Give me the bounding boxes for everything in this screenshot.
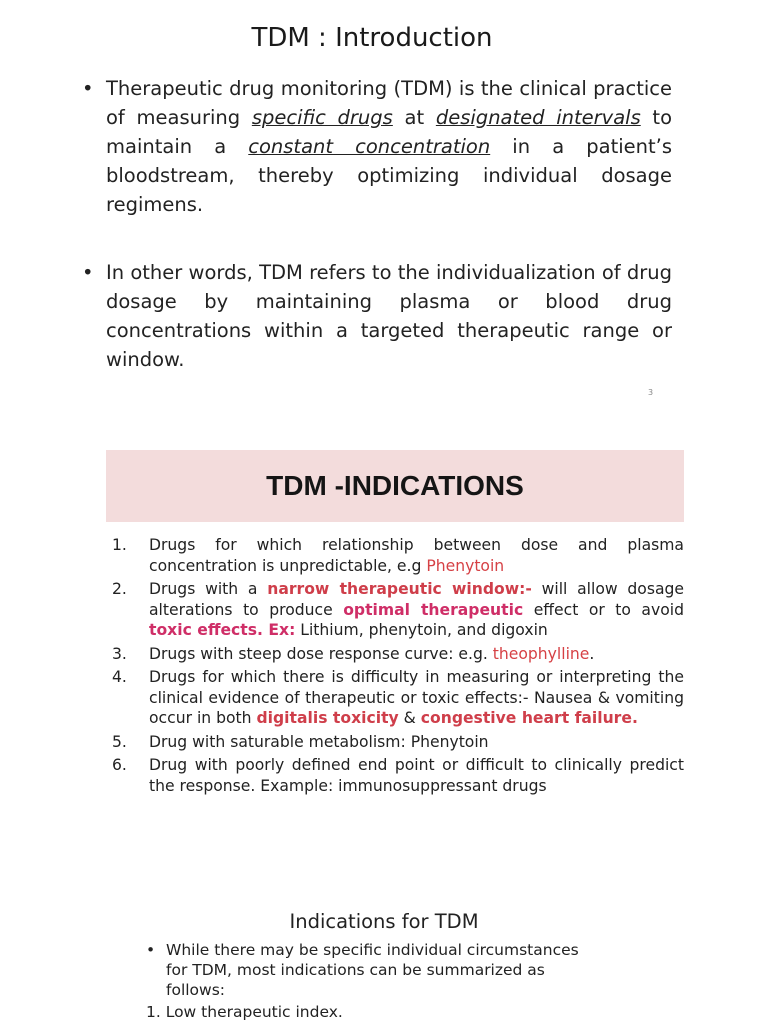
list-item <box>112 667 684 729</box>
text-run: & <box>398 709 421 727</box>
slide1-bullet-1 <box>82 74 672 219</box>
item-number: 3. <box>112 644 127 663</box>
slide3-numbered-item: 1. Low therapeutic index. <box>146 1003 343 1021</box>
emphasis-designated-intervals: designated intervals <box>435 106 641 129</box>
highlight-narrow-window: narrow therapeutic window:- <box>267 580 532 598</box>
slide3-bullet-text: While there may be specific individual circumstances for TDM, most indications can be summarized as follows: <box>166 941 579 999</box>
text-run: . <box>589 644 595 663</box>
slide1-bullet-2 <box>82 258 672 374</box>
text-run: will allow dosage alterations to produce <box>149 580 684 619</box>
text-run: Drug with poorly defined end point or difficult to clinically predict the response. Example: immunosuppressant drugs <box>149 756 684 795</box>
bullet-icon: • <box>82 261 94 284</box>
slide3-title: Indications for TDM <box>289 910 479 933</box>
highlight-theophylline: theophylline <box>492 644 590 663</box>
text-run: Drugs for which there is difficulty in measuring or interpreting the clinical evidence of therapeutic or toxic effects:- Nausea & vomiting occur in both <box>149 668 684 727</box>
list-item <box>112 755 684 796</box>
text-run: In other words, TDM refers to the individualization of drug dosage by maintaining plasma or blood drug concentrations within a targeted therapeutic range or window. <box>106 261 672 371</box>
text-run: Drugs with a <box>149 580 268 598</box>
indications-list <box>112 535 684 796</box>
text-run: to maintain a <box>106 106 673 158</box>
text-run: Drugs for which relationship between dose and plasma concentration is unpredictable, e.g <box>149 536 684 575</box>
item-number: 4. <box>112 668 127 686</box>
list-item <box>112 732 684 753</box>
highlight-optimal-therapeutic: optimal therapeutic <box>343 600 524 619</box>
slide2-title: TDM -INDICATIONS <box>266 470 524 501</box>
text-run: Lithium, phenytoin, and digoxin <box>295 621 548 639</box>
slide1-bullet-list <box>82 74 672 374</box>
list-item <box>112 579 684 641</box>
slide1-title: TDM : Introduction <box>251 23 493 53</box>
bullet-icon: • <box>146 941 156 959</box>
text-run: Therapeutic drug monitoring (TDM) is the clinical practice of measuring <box>106 77 672 129</box>
text-run: Drugs with steep dose response curve: e.g. <box>149 644 493 663</box>
highlight-heart-failure: congestive heart failure. <box>420 709 638 727</box>
highlight-phenytoin: Phenytoin <box>426 556 505 575</box>
item-number: 5. <box>112 732 127 751</box>
emphasis-constant-concentration: constant concentration <box>248 135 491 158</box>
list-item <box>112 535 684 576</box>
item-number: 6. <box>112 756 127 774</box>
slide3-bullet <box>146 940 586 1000</box>
item-number: 1. <box>112 536 127 554</box>
text-run: in a patient’s bloodstream, thereby optimizing individual dosage regimens. <box>106 135 672 216</box>
highlight-digitalis-toxicity: digitalis toxicity <box>256 709 399 727</box>
item-number: 2. <box>112 580 127 598</box>
text-run: Drug with saturable metabolism: Phenytoin <box>149 732 489 751</box>
highlight-toxic-effects: toxic effects. Ex: <box>149 621 296 639</box>
page-number: 3 <box>648 388 654 397</box>
emphasis-specific-drugs: specific drugs <box>251 106 393 129</box>
text-run: at <box>392 106 436 129</box>
list-item <box>112 644 684 665</box>
text-run: effect or to avoid <box>523 600 684 619</box>
bullet-icon: • <box>82 77 94 100</box>
